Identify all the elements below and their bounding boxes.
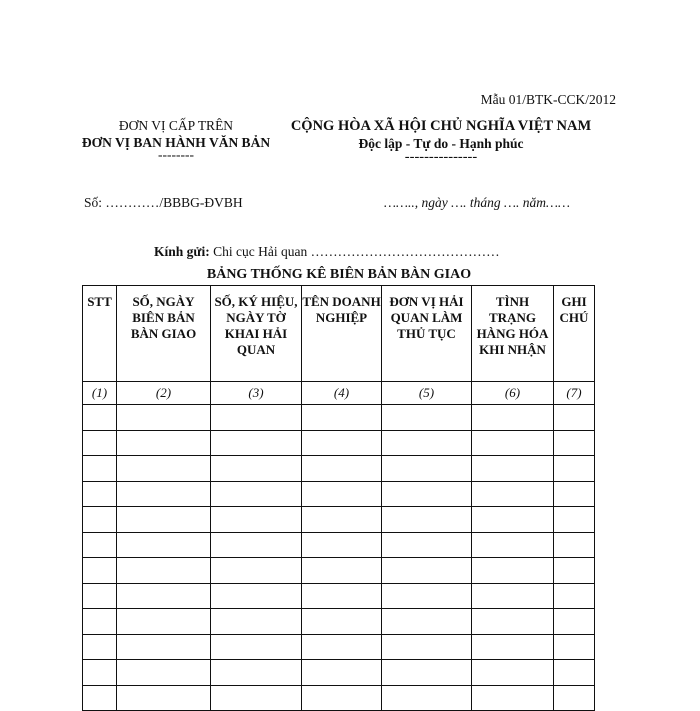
table-cell xyxy=(554,609,595,635)
column-number: (1) xyxy=(83,382,117,405)
column-header-company: TÊN DOANH NGHIỆP xyxy=(302,286,382,382)
table-cell xyxy=(554,405,595,431)
table-cell xyxy=(472,634,554,660)
table-cell xyxy=(382,507,472,533)
table-cell xyxy=(211,456,302,482)
table-cell xyxy=(117,481,211,507)
table-cell xyxy=(211,507,302,533)
table-row xyxy=(83,660,595,686)
table-cell xyxy=(83,685,117,711)
table-cell xyxy=(211,634,302,660)
table-cell xyxy=(554,685,595,711)
table-cell xyxy=(211,481,302,507)
table-cell xyxy=(83,558,117,584)
table-cell xyxy=(117,532,211,558)
table-cell xyxy=(83,405,117,431)
recipient-label: Kính gửi: xyxy=(154,244,210,259)
column-number-row xyxy=(83,382,595,405)
recipient-value: Chi cục Hải quan …………………………………… xyxy=(213,244,500,259)
table-row xyxy=(83,532,595,558)
form-code: Mẫu 01/BTK-CCK/2012 xyxy=(480,92,616,107)
table-cell xyxy=(211,583,302,609)
right-separator: --------------- xyxy=(404,149,478,165)
table-row xyxy=(83,481,595,507)
table-cell xyxy=(211,405,302,431)
national-motto: Độc lập - Tự do - Hạnh phúc xyxy=(358,136,524,151)
table-cell xyxy=(472,685,554,711)
column-header-stt: STT xyxy=(83,286,117,382)
table-cell xyxy=(302,583,382,609)
document-number: Số: …………/BBBG-ĐVBH xyxy=(84,195,243,210)
column-header-notes: GHI CHÚ xyxy=(554,286,595,382)
table-row xyxy=(83,456,595,482)
table-cell xyxy=(472,507,554,533)
document-date: …….., ngày …. tháng …. năm…… xyxy=(384,195,571,210)
national-header xyxy=(278,117,604,165)
table-cell xyxy=(211,660,302,686)
table-cell xyxy=(382,583,472,609)
column-number: (7) xyxy=(554,382,595,405)
table-cell xyxy=(83,634,117,660)
table-cell xyxy=(472,456,554,482)
table-cell xyxy=(211,430,302,456)
table-cell xyxy=(382,609,472,635)
table-row xyxy=(83,507,595,533)
table-cell xyxy=(302,430,382,456)
superior-unit: ĐƠN VỊ CẤP TRÊN xyxy=(118,118,234,133)
table-cell xyxy=(117,609,211,635)
table-cell xyxy=(472,609,554,635)
table-cell xyxy=(382,481,472,507)
column-number: (5) xyxy=(382,382,472,405)
column-number: (6) xyxy=(472,382,554,405)
table-cell xyxy=(83,507,117,533)
table-row xyxy=(83,583,595,609)
column-header-goods-status: TÌNH TRẠNG HÀNG HÓA KHI NHẬN xyxy=(472,286,554,382)
table-cell xyxy=(554,430,595,456)
table-row xyxy=(83,405,595,431)
table-cell xyxy=(554,660,595,686)
table-cell xyxy=(117,405,211,431)
table-cell xyxy=(382,685,472,711)
table-cell xyxy=(302,456,382,482)
table-cell xyxy=(117,685,211,711)
column-header-handover-number: SỐ, NGÀY BIÊN BẢN BÀN GIAO xyxy=(117,286,211,382)
issuing-authority-header xyxy=(78,117,274,162)
table-cell xyxy=(117,456,211,482)
table-cell xyxy=(83,456,117,482)
table-cell xyxy=(554,634,595,660)
table-cell xyxy=(83,609,117,635)
table-cell xyxy=(302,685,382,711)
table-cell xyxy=(83,430,117,456)
table-cell xyxy=(302,532,382,558)
table-cell xyxy=(117,634,211,660)
table-cell xyxy=(472,532,554,558)
table-cell xyxy=(83,481,117,507)
column-number: (3) xyxy=(211,382,302,405)
table-cell xyxy=(117,558,211,584)
table-row xyxy=(83,685,595,711)
table-cell xyxy=(211,558,302,584)
table-cell xyxy=(382,558,472,584)
table-cell xyxy=(554,532,595,558)
table-cell xyxy=(211,609,302,635)
table-cell xyxy=(382,634,472,660)
table-cell xyxy=(382,405,472,431)
table-cell xyxy=(117,430,211,456)
table-cell xyxy=(117,660,211,686)
table-cell xyxy=(472,481,554,507)
table-row xyxy=(83,430,595,456)
table-cell xyxy=(302,609,382,635)
table-cell xyxy=(382,456,472,482)
table-cell xyxy=(554,481,595,507)
left-separator: -------- xyxy=(158,147,194,162)
table-cell xyxy=(554,583,595,609)
table-row xyxy=(83,558,595,584)
table-cell xyxy=(382,430,472,456)
table-cell xyxy=(472,583,554,609)
table-cell xyxy=(554,507,595,533)
table-cell xyxy=(302,405,382,431)
table-cell xyxy=(472,660,554,686)
issuing-unit: ĐƠN VỊ BAN HÀNH VĂN BẢN xyxy=(81,135,271,150)
table-cell xyxy=(302,507,382,533)
column-header-customs-unit: ĐƠN VỊ HẢI QUAN LÀM THỦ TỤC xyxy=(382,286,472,382)
column-number: (4) xyxy=(302,382,382,405)
table-cell xyxy=(302,660,382,686)
table-cell xyxy=(83,532,117,558)
table-cell xyxy=(472,430,554,456)
table-cell xyxy=(472,405,554,431)
table-header-row xyxy=(83,286,595,382)
table-cell xyxy=(302,558,382,584)
table-cell xyxy=(302,481,382,507)
column-header-declaration: SỐ, KÝ HIỆU, NGÀY TỜ KHAI HẢI QUAN xyxy=(211,286,302,382)
table-cell xyxy=(211,532,302,558)
table-cell xyxy=(554,456,595,482)
table-cell xyxy=(117,507,211,533)
table-cell xyxy=(117,583,211,609)
table-row xyxy=(83,634,595,660)
table-row xyxy=(83,609,595,635)
national-name: CỘNG HÒA XÃ HỘI CHỦ NGHĨA VIỆT NAM xyxy=(290,118,592,134)
table-cell xyxy=(472,558,554,584)
recipient-line xyxy=(154,244,500,260)
table-cell xyxy=(382,532,472,558)
column-number: (2) xyxy=(117,382,211,405)
table-cell xyxy=(382,660,472,686)
table-title: BẢNG THỐNG KÊ BIÊN BẢN BÀN GIAO xyxy=(206,267,472,282)
table-cell xyxy=(302,634,382,660)
table-cell xyxy=(83,660,117,686)
table-cell xyxy=(554,558,595,584)
handover-table xyxy=(82,285,595,711)
table-cell xyxy=(211,685,302,711)
table-cell xyxy=(83,583,117,609)
